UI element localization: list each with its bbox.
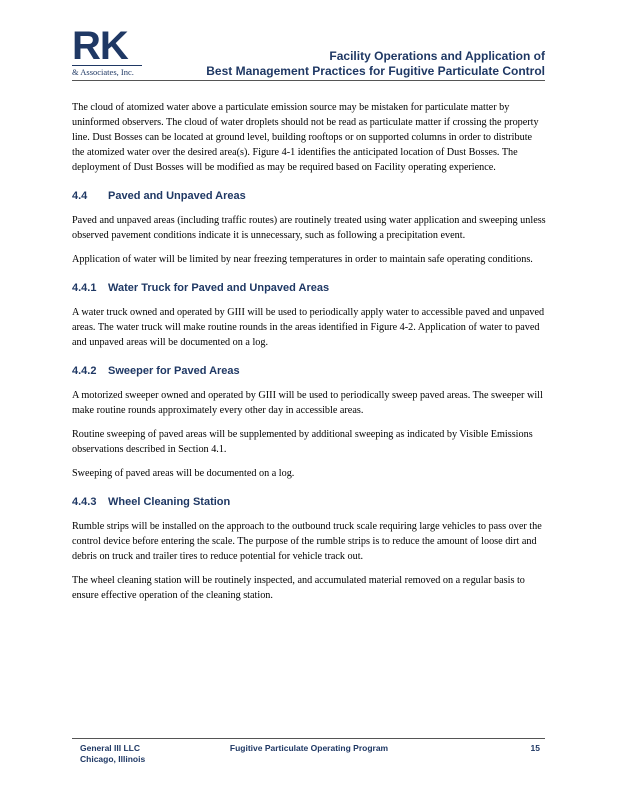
section-heading [72, 365, 546, 378]
footer-location: Chicago, Illinois [80, 754, 146, 764]
company-logo [72, 24, 142, 77]
page-number: 15 [530, 743, 540, 753]
section-paragraph: Sweeping of paved areas will be documented on a log. [72, 468, 295, 479]
logo-mark: RK [72, 24, 128, 68]
section-paragraph: Application of water will be limited by near freezing temperatures in order to maintain safe operating conditions. [72, 254, 533, 265]
document-body [72, 100, 546, 612]
header-title-line1: Facility Operations and Application of [329, 49, 545, 63]
header-divider [72, 80, 545, 81]
section-number: 4.4.3 [72, 496, 97, 508]
section-paragraph: Routine sweeping of paved areas will be supplemented by additional sweeping as indicated by Visible Emissions observations described in Section 4.1. [72, 429, 533, 455]
footer-company-name: General III LLC [80, 743, 140, 753]
section-number: 4.4 [72, 190, 88, 202]
section-title: Paved and Unpaved Areas [108, 190, 246, 202]
section-title: Sweeper for Paved Areas [108, 365, 240, 377]
header-title-line2: Best Management Practices for Fugitive Particulate Control [206, 64, 545, 78]
section-paragraph: A water truck owned and operated by GIII will be used to periodically apply water to accessible paved and unpaved areas. The water truck will make routine rounds in the areas identified in Figure 4-2. Application of water to paved and unpaved areas will be documented on a log. [72, 307, 545, 348]
section-paragraph: Rumble strips will be installed on the approach to the outbound truck scale requiring large vehicles to pass over the control device before entering the scale. The purpose of the rumble strips is to reduce the amount of loose dirt and debris on truck and trailer tires to reduce potential for vehicle track out. [72, 521, 542, 562]
section-paragraph: The wheel cleaning station will be routinely inspected, and accumulated material removed on a regular basis to ensure effective operation of the cleaning station. [72, 575, 525, 601]
section-title: Water Truck for Paved and Unpaved Areas [108, 282, 330, 294]
section-number: 4.4.1 [72, 282, 97, 294]
footer-divider [72, 738, 545, 739]
header-title [206, 49, 545, 79]
section-4-4-1 [72, 282, 546, 350]
section-title: Wheel Cleaning Station [108, 496, 231, 508]
section-paragraph: Paved and unpaved areas (including traffic routes) are routinely treated using water application and sweeping unless observed pavement conditions indicate it is unnecessary, such as following a precipitation event. [72, 215, 546, 241]
footer-program: Fugitive Particulate Operating Program [229, 743, 389, 753]
intro-paragraph: The cloud of atomized water above a particulate emission source may be mistaken for particulate matter by uninformed observers. The cloud of water droplets should not be read as particulate matter if crossing the property line. Dust Bosses can be located at ground level, building rooftops or on supported columns in order to distribute the atomized water over the desired area(s). Figure 4-1 identifies the anticipated location of Dust Bosses. The deployment of Dust Bosses will be modified as may be required based on Facility operating experience. [72, 102, 539, 173]
section-4-4-2 [72, 365, 546, 481]
section-4-4 [72, 190, 546, 267]
section-number: 4.4.2 [72, 365, 97, 377]
section-heading [72, 282, 546, 295]
section-heading [72, 190, 546, 203]
logo-subtitle: & Associates, Inc. [72, 65, 142, 77]
section-paragraph: A motorized sweeper owned and operated by GIII will be used to periodically sweep paved areas. The sweeper will make routine rounds approximately every other day in accessible areas. [72, 390, 543, 416]
section-heading [72, 496, 546, 509]
section-4-4-3 [72, 496, 546, 603]
